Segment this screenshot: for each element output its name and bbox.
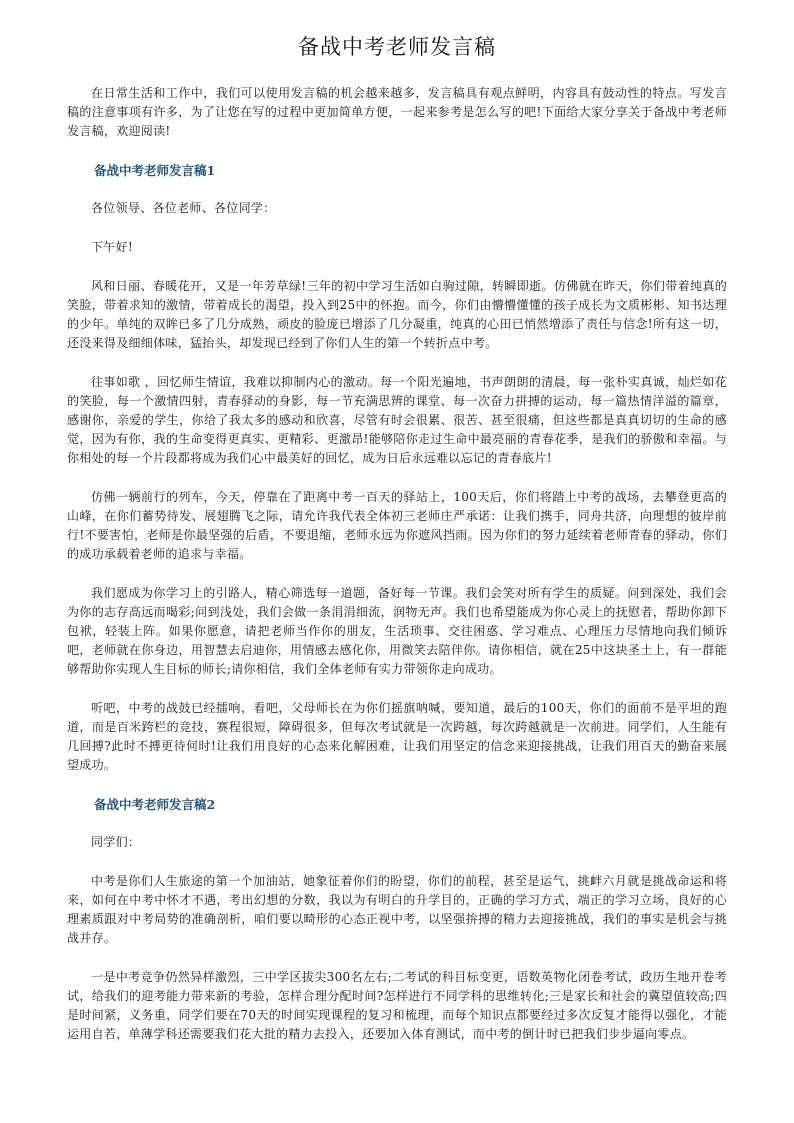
salutation: 同学们： <box>91 835 141 849</box>
intro-paragraph: 在日常生活和工作中，我们可以使用发言稿的机会越来越多，发言稿具有观点鲜明，内容具有鼓动性的特点。写发言稿的注意事项有许多，为了让您在写的过程中更加简单方便，一起来参考是怎么写的吧!下面给大家分享关于备战中考老师发言稿，欢迎阅读! <box>67 86 727 138</box>
section-heading-1: 备战中考老师发言稿1 <box>94 163 216 178</box>
body-paragraph: 仿佛一辆前行的列车，今天，停靠在了距离中考一百天的驿站上，100天后，你们将踏上中考的战场，去攀登更高的山峰，在你们蓄势待发、展翅腾飞之际，请允许我代表全体初三老师庄严承诺：让我们携手，同舟共济，向理想的彼岸前行!不要害怕，老师是你最坚强的后盾，不要退缩，老师永远为你遮风挡雨。因为你们的努力延续着老师青春的驿动，你们的成功承载着老师的追求与幸福。 <box>67 490 727 561</box>
section-heading-2: 备战中考老师发言稿2 <box>94 797 216 812</box>
document-title: 备战中考老师发言稿 <box>298 35 496 59</box>
greeting: 下午好! <box>91 240 134 254</box>
body-paragraph: 我们愿成为你学习上的引路人，精心筛选每一道题，备好每一节课。我们会笑对所有学生的质疑。问到深处，我们会为你的志存高远而喝彩;问到浅处，我们会做一条涓涓细流，润物无声。我们也希望能成为你心灵上的抚慰者，帮助你卸下包袱，轻装上阵。如果你愿意，请把老师当作你的朋友，生活琐事、交往困惑、学习难点、心理压力尽情地向我们倾诉吧，老师就在你身边，用智慧去启迪你，用情感去感化你，用微笑去陪伴你。请你相信，就在25中这块圣土上，有一群能够帮助你实现人生目标的师长;请你相信，我们全体老师有实力带领你走向成功。 <box>67 586 727 676</box>
body-paragraph: 听吧，中考的战鼓已经擂响，看吧，父母师长在为你们摇旗呐喊，要知道，最后的100天，你们的面前不是平坦的跑道，而是百米跨栏的竞技，赛程很短，障碍很多，但每次考试就是一次跨越，每次跨越就是一次前进。同学们，人生能有几回搏?此时不搏更待何时!让我们用良好的心态来化解困难，让我们用坚定的信念来迎接挑战，让我们用百天的勤奋来展望成功。 <box>67 701 727 772</box>
salutation: 各位领导、各位老师、各位同学： <box>91 201 276 215</box>
body-paragraph: 往事如歌 ，回忆师生情谊，我难以抑制内心的激动。每一个阳光遍地，书声朗朗的清晨，每一张朴实真诚，灿烂如花的笑脸，每一个激情四射，青春驿动的身影，每一节充满思辨的课堂、每一次奋力拼搏的运动，每一篇热情洋溢的篇章，感谢你，亲爱的学生，你给了我太多的感动和欣喜，尽管有时会很累、很苦、甚至很痛，但这些都是真真切切的生命的感觉，因为有你，我的生命变得更真实、更精彩、更激昂!能够陪你走过生命中最亮丽的青春花季，是我们的骄傲和幸福。与你相处的每一个片段都将成为我们心中最美好的回忆，成为日后永远难以忘记的青春底片! <box>67 375 727 465</box>
body-paragraph: 中考是你们人生旅途的第一个加油站，她象征着你们的盼望，你们的前程，甚至是运气，挑衅六月就是挑战命运和将来，如何在中考中怀才不遇，考出幻想的分数，我以为有明白的升学目的，正确的学习方式，端正的学习立场，良好的心理素质跟对中考局势的准确剖析，咱们要以畸形的心态正视中考，以坚强拚搏的精力去迎接挑战，我们的事实是机会与挑战并存。 <box>67 874 727 945</box>
body-paragraph: 一是中考竞争仍然异样激烈，三中学区拔尖300名左右;二考试的科目标变更，语数英物化闭卷考试，政历生地开卷考试，给我们的迎考能力带来新的考验，怎样合理分配时间?怎样进行不同学科的思维转化;三是家长和社会的冀望值较高;四是时间紧，义务重，同学们要在70天的时间实现课程的复习和梳理，而每个知识点都要经过多次反复才能得以强化，才能运用自若，单薄学科还需要我们花大批的精力去投入，还要加入体育测试，而中考的倒计时已把我们步步逼向零点。 <box>67 970 727 1041</box>
body-paragraph: 风和日丽、春暖花开，又是一年芳草绿!三年的初中学习生活如白驹过隙，转瞬即逝。仿佛就在昨天，你们带着纯真的笑脸，带着求知的激情，带着成长的渴望，投入到25中的怀抱。而今，你们由懵懵懂懂的孩子成长为文质彬彬、知书达理的少年。单纯的双眸已多了几分成熟，顽皮的脸庞已增添了几分凝重，纯真的心田已悄然增添了责任与信念!所有这一切，还没来得及细细体味，猛抬头，却发现已经到了你们人生的第一个转折点中考。 <box>67 279 727 350</box>
